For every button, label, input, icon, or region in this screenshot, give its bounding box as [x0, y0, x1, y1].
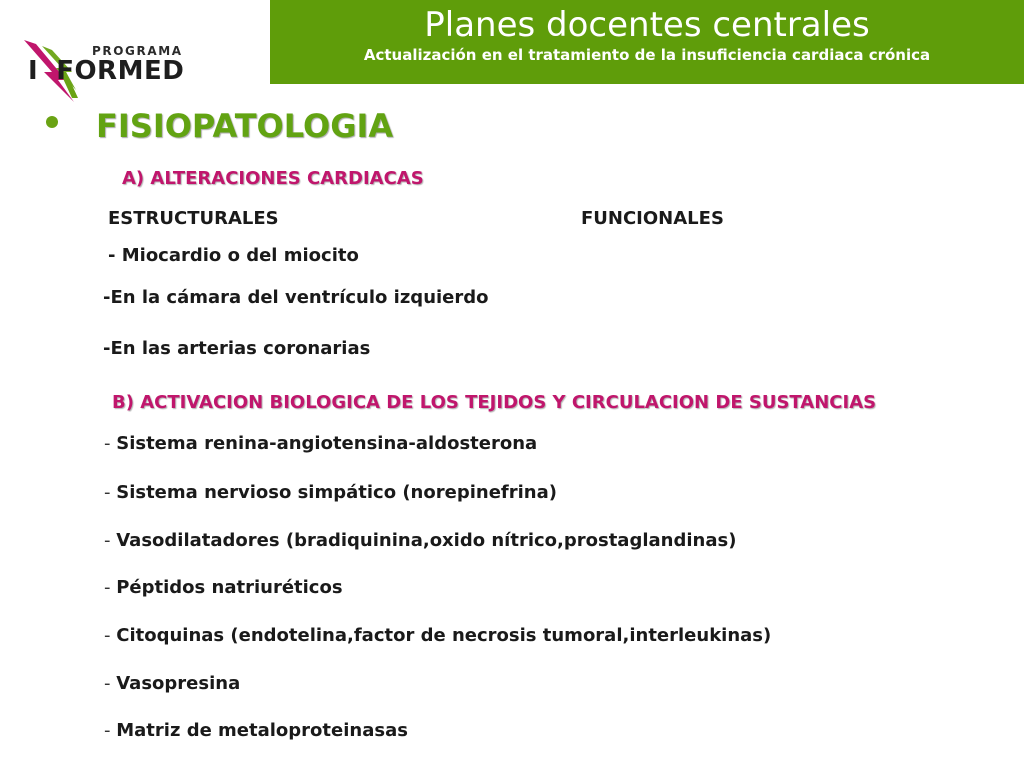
column-right-label: FUNCIONALES: [581, 208, 724, 229]
list-item: [104, 482, 557, 504]
heading-bullet: [46, 116, 58, 128]
list-dash: -: [104, 673, 111, 694]
logo-wordmark: [28, 56, 184, 86]
list-item: [104, 433, 537, 455]
list-item: [104, 625, 771, 647]
list-dash: -: [104, 720, 111, 741]
section-a-item: - Miocardio o del miocito: [108, 245, 359, 266]
list-item: [104, 530, 736, 552]
list-item-text: Vasopresina: [116, 673, 241, 694]
section-a-title: A) ALTERACIONES CARDIACAS: [122, 168, 424, 189]
logo-wordmark-rest: FORMED: [56, 56, 185, 86]
list-item: [104, 673, 240, 695]
list-item-text: Vasodilatadores (bradiquinina,oxido nítrico,prostaglandinas): [116, 530, 737, 551]
list-item-text: Matriz de metaloproteinasas: [116, 720, 408, 741]
list-dash: -: [104, 530, 111, 551]
list-dash: -: [104, 482, 111, 503]
section-a-item: -En la cámara del ventrículo izquierdo: [103, 287, 489, 308]
logo-top-text: PROGRAMA: [92, 44, 183, 58]
informed-logo: [22, 38, 212, 106]
main-heading: FISIOPATOLOGIA: [96, 107, 394, 145]
logo-wordmark-i: I: [28, 56, 39, 86]
list-dash: -: [104, 577, 111, 598]
header-title: Planes docentes centrales: [424, 5, 870, 45]
list-dash: -: [104, 625, 111, 646]
section-a-item: -En las arterias coronarias: [103, 338, 371, 359]
section-b-title: B) ACTIVACION BIOLOGICA DE LOS TEJIDOS Y CIRCULACION DE SUSTANCIAS: [112, 392, 877, 413]
list-item-text: Sistema renina-angiotensina-aldosterona: [116, 433, 538, 454]
header-subtitle: Actualización en el tratamiento de la insuficiencia cardiaca crónica: [363, 46, 931, 64]
list-item-text: Sistema nervioso simpático (norepinefrina): [116, 482, 557, 503]
list-item-text: Citoquinas (endotelina,factor de necrosis tumoral,interleukinas): [116, 625, 772, 646]
list-item: [104, 720, 408, 742]
list-item-text: Péptidos natriuréticos: [116, 577, 343, 598]
column-left-label: ESTRUCTURALES: [108, 208, 279, 229]
list-item: [104, 577, 343, 599]
list-dash: -: [104, 433, 111, 454]
header-bar: [270, 0, 1024, 84]
